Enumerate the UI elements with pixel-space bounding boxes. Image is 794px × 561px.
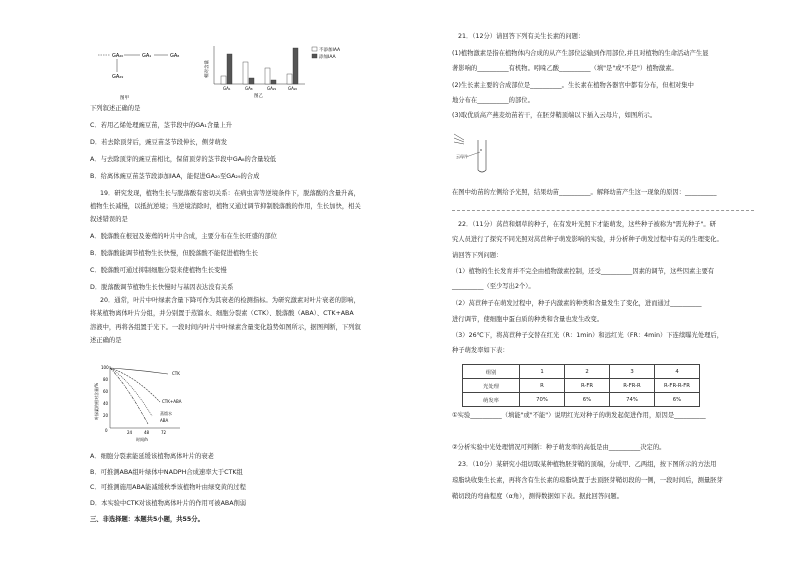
legend-with-iaa: 添加IAA [319,55,336,60]
q21-p2b: 地分布在__________的部位。 [452,97,534,104]
table-cell: R-FR-R-FR [655,379,700,393]
q22-title-1: 22．（11分）莴苣和烟草的种子，在有发叶光照下才能萌发，这些种子被称为"需光种子"。研 [458,221,716,228]
table-cell: R-FR [565,379,610,393]
q18-option-b: B．给离体豌豆苗茎节段添加IAA，能促进GA₂₀至GA₂₉的合成 [90,173,260,180]
bar-group [221,48,298,84]
q20-stem-2: 将某植物离体叶片分组，并分别置于蒸馏水、细胞分裂素（CTK）、脱落酸（ABA）、CTK+ABA [90,310,354,317]
q23-line-3: 鞘切段的弯曲程度（α角），测得数据如下表。据此回答问题。 [452,493,624,500]
chart-ylabel: 相对含量 [205,60,210,78]
q20-option-d: D．本实验中CTK对该植物离体叶片的作用可被ABA削弱 [90,500,247,507]
table-cell: 光处理 [463,379,520,393]
q21-title: 21．（12分）请回答下列有关生长素的问题： [458,33,585,40]
bar-with-iaa [249,78,254,84]
table-cell: 74% [610,393,655,407]
cat-label-4: GA₂₀ [288,86,298,91]
pathway-ga29: GA₂₉ [112,74,124,80]
q23-line-1: 23．（10分）某研究小组切取某种植物胚芽鞘的顶端，分成甲、乙两组，按下图所示的方法用 [458,461,717,468]
ytick-60: 60 [103,389,109,394]
ytick-0: 0 [105,428,108,433]
series-label-aba: ABA [160,418,169,423]
gibberellin-figure [90,44,390,104]
table-cell: 1 [520,365,565,379]
bar-no-iaa [221,76,226,84]
q19-option-a: A．脱落酸在根冠及萎蔫的叶片中合成，主要分布在生长旺盛的部位 [90,233,277,240]
table-cell: 4 [655,365,700,379]
ytick-100: 100 [101,365,109,370]
q21-p4: 在图中幼苗的左侧给予光照，结果幼苗__________。解释幼苗产生这一现象的原因：__________ [452,189,717,196]
figure-b-label: 图乙 [254,94,263,99]
pathway-ga1: GA₁ [142,53,152,59]
q22-p5: ②分析实验中光处理情况可判断：种子萌发率的高低是由__________决定的。 [452,444,666,451]
table-cell: 萌发率 [463,393,520,407]
curve-water [110,368,152,416]
q21-p1b: 著影响的__________有机物。吲哚乙酸__________（填"是"或"不是"）植物激素。 [452,65,678,72]
xtick-72: 72 [161,430,167,435]
q20-option-c: C．可推测施用ABA能减缓秋季该植物叶由绿变黄的过程 [90,484,246,491]
q22-p3b: 种子萌发率如下表： [452,347,509,354]
section-heading: 三、非选择题：本题共5小题，共55分。 [90,516,204,523]
cat-label-2: GA₈ [245,86,253,91]
series-label-ctk: CTK [172,371,180,376]
bar-with-iaa [271,80,276,84]
table-cell: R [520,379,565,393]
cat-label-3: GA₂₉ [267,86,277,91]
q19-stem-3: 叙述错误的是 [90,216,128,223]
cat-label-1: GA₁ [223,86,231,91]
bar-no-iaa [265,68,270,84]
q21-p1a: (1)植物激素是指在植物体内合成的从产生部位运输到作用部位,并且对植物的生命活动产生显 [452,50,709,57]
q22-p2b: 进行调节，使细胞中蛋白质的种类和含量也发生改变。 [452,316,604,323]
table-cell: 3 [610,365,655,379]
table-row [463,365,700,379]
curve-ctk-aba [110,368,160,402]
curve-ctk [110,368,168,374]
q19-stem-1: 19．研究发现，植物生长与脱落酸有密切关系：在病虫害等逆境条件下，脱落酸的含量升高， [100,190,360,197]
germination-table [462,364,700,407]
table-cell: 6% [655,393,700,407]
table-row [463,379,700,393]
table-cell: 2 [565,365,610,379]
curve-aba [110,368,148,424]
q19-option-d: D．脱落酸调节植物生长快慢时与基因表达没有关系 [90,284,234,291]
ytick-20: 20 [103,413,109,418]
table-cell: 6% [565,393,610,407]
q21-p2a: (2)生长素主要的合成部位是__________。生长素在植物各器官中都有分布，但相对集中 [452,82,694,89]
q20-option-a: A．细胞分裂素能延缓该植物离体叶片的衰老 [90,453,214,460]
right-column [452,0,754,561]
q19-stem-2: 植物生长减慢，以抵抗逆境；当逆境消除时，植物又通过调节抑制脱落酸的作用，生长加快，相关 [90,203,361,210]
bar-with-iaa [227,54,232,84]
table-cell: 组别 [463,365,520,379]
q18-stem: 下列叙述正确的是 [90,105,141,112]
q19-option-c: C．脱落酸可通过抑制细胞分裂来使植物生长变慢 [90,267,227,274]
mica-label: 云母片 [456,154,468,159]
q20-stem-4: 述正确的是 [90,337,122,344]
seedling-figure [452,130,494,178]
series-label-water: 蒸馏水 [160,411,172,416]
q22-p3a: （3）26℃下，将莴苣种子交替在红光（R：1min）和远红光（FR：4min）下连续曝光处理后， [452,332,724,339]
xtick-24: 24 [127,430,133,435]
pathway-ga20: GA₂₀ [112,53,124,59]
curve-ylabel: 叶绿素的相对含量/% [94,382,99,420]
ytick-40: 40 [103,401,109,406]
left-column [90,0,390,561]
xtick-48: 48 [144,430,150,435]
q22-title-3: 请回答下列问题： [452,252,503,259]
table-cell: 70% [520,393,565,407]
pathway-ga8: GA₈ [170,53,180,59]
bar-no-iaa [287,74,292,84]
chlorophyll-chart [90,362,240,448]
answer-rule [452,210,754,211]
curve-xlabel: 时间/h [136,437,148,442]
bar-no-iaa [243,62,248,84]
q19-option-b: B．脱落酸能调节植物生长快慢，但脱落酸不能促进植物生长 [90,250,259,257]
q20-option-b: B．可推测ABA组叶绿体中NADPH合成速率大于CTK组 [90,469,243,476]
q22-p2a: （2）莴苣种子在萌发过程中，种子内激素的种类和含量发生了变化，进而通过__________ [452,300,702,307]
q22-p1b: __________（至少写出2个）。 [452,283,535,290]
q22-p4: ①实验__________（填能"或"不能"）说明红光对种子的萌发起促进作用，原因是__________ [452,412,706,419]
q22-title-2: 究人员进行了探究不同光照对莴苣种子萌发影响的实验，并分析种子萌发过程中有关的生理变化。 [452,236,723,243]
q18-option-c: C．若用乙烯处理豌豆苗，茎节段中的GA₁含量上升 [90,122,233,129]
bar-with-iaa [293,48,298,84]
q18-option-d: D．若去除顶芽后，豌豆苗茎节段伸长，侧芽萌发 [90,139,228,146]
series-label-ctk-aba: CTK+ABA [162,399,182,404]
q20-stem-3: 溶液中，再将各组置于光下。一段时间内叶片中叶绿素含量变化趋势如图所示，据图判断，下列叙 [90,324,361,331]
q23-line-2: 琼脂块收集生长素，再将含有生长素的琼脂块置于去顶胚芽鞘切段的一侧，一段时间后，测量胚芽 [452,477,723,484]
figure-a-label: 图甲 [120,96,129,101]
ytick-80: 80 [103,377,109,382]
q20-stem-1: 20．通常，叶片中叶绿素含量下降可作为其衰老的检测指标。为研究激素对叶片衰老的影响， [100,297,360,304]
q21-p3: (3)取优质高产燕麦幼苗若干，在胚芽鞘顶端以下插入云母片，如图所示。 [452,112,657,119]
q18-option-a: A．与去除顶芽的豌豆苗相比，保留顶芽的茎节段中GA₈的含量较低 [90,156,277,163]
legend-no-iaa: 不添加IAA [319,48,341,53]
table-row [463,393,700,407]
table-cell: R-FR-R [610,379,655,393]
q22-p1a: （1）植物的生长发育并不完全由植物激素控制，还受__________因素的调节，这些因素主要有 [452,268,715,275]
